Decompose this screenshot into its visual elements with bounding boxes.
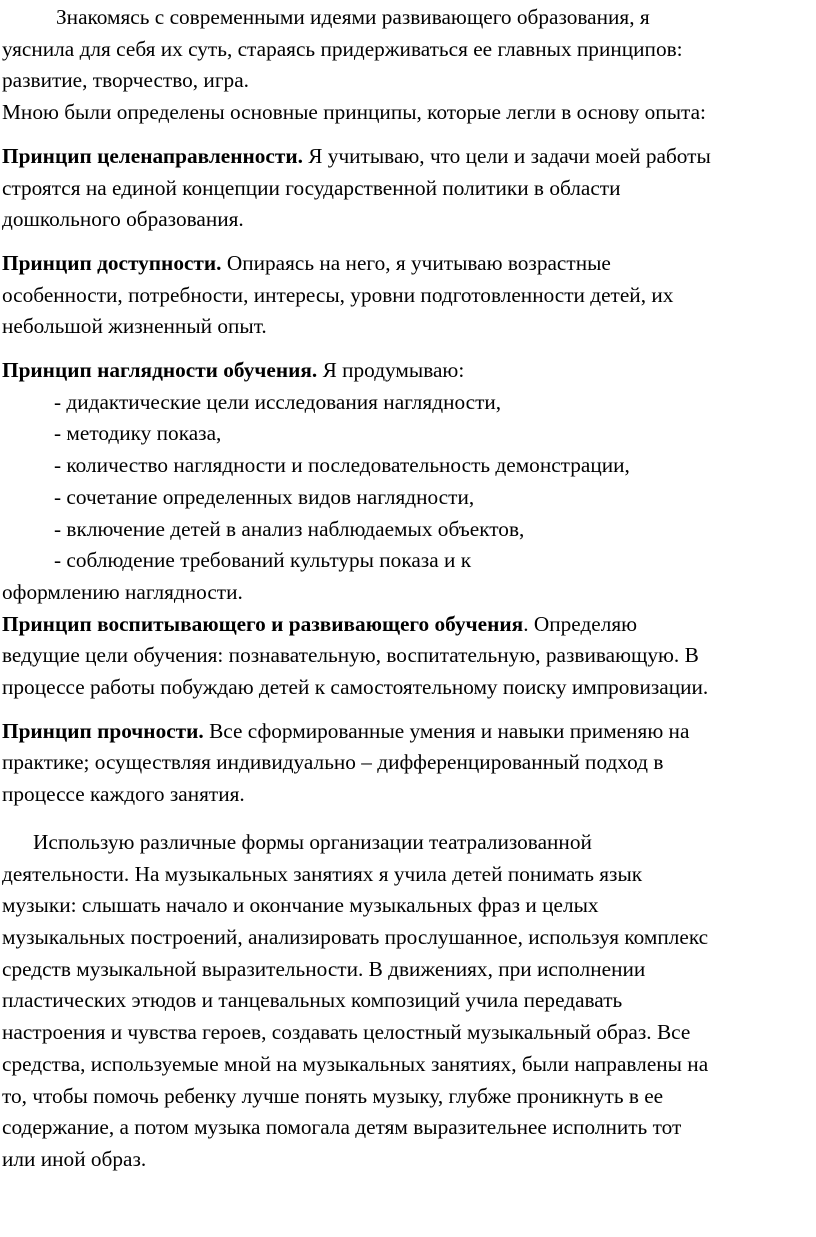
paragraph-line: Использую различные формы организации театрализованной <box>33 829 592 854</box>
principle-line <box>2 609 816 641</box>
principle-text: Опираясь на него, я учитываю возрастные <box>221 250 611 275</box>
principle-line <box>2 248 816 280</box>
list-item: - соблюдение требований культуры показа и к <box>54 548 472 573</box>
principle-line: дошкольного образования. <box>2 207 244 232</box>
principle-text: . Определяю <box>523 611 638 636</box>
list-item: - сочетание определенных видов наглядности, <box>54 484 475 509</box>
list-continuation: оформлению наглядности. <box>2 579 243 604</box>
list-item: - методику показа, <box>54 421 222 446</box>
principle-durability <box>2 716 816 811</box>
principle-list <box>2 387 816 577</box>
principle-text: Я продумываю: <box>317 358 465 383</box>
list-item: - количество наглядности и последовательность демонстрации, <box>54 453 630 478</box>
principle-line: процессе каждого занятия. <box>2 782 245 807</box>
list-item: - включение детей в анализ наблюдаемых объектов, <box>54 516 525 541</box>
principle-accessibility <box>2 248 816 343</box>
paragraph-line: музыкальных построений, анализировать прослушанное, используя комплекс <box>2 924 709 949</box>
principle-line: строятся на единой концепции государственной политики в области <box>2 175 621 200</box>
principle-visual-learning <box>2 355 816 609</box>
paragraph-line: музыки: слышать начало и окончание музыкальных фраз и целых <box>2 893 599 918</box>
intro-line: Мною были определены основные принципы, которые легли в основу опыта: <box>2 100 706 125</box>
principle-title: Принцип доступности. <box>2 250 222 275</box>
principle-title: Принцип целенаправленности. <box>2 143 303 168</box>
principle-line: небольшой жизненный опыт. <box>2 314 267 339</box>
principle-line <box>2 141 816 173</box>
principle-line: особенности, потребности, интересы, уровни подготовленности детей, их <box>2 282 674 307</box>
paragraph-line: содержание, а потом музыка помогала детям выразительнее исполнить тот <box>2 1115 682 1140</box>
intro-line: развитие, творчество, игра. <box>2 68 249 93</box>
principle-text: Все сформированные умения и навыки применяю на <box>203 718 690 743</box>
paragraph-line: настроения и чувства героев, создавать целостный музыкальный образ. Все <box>2 1020 691 1045</box>
principle-line: ведущие цели обучения: познавательную, воспитательную, развивающую. В <box>2 643 699 668</box>
paragraph-line: то, чтобы помочь ребенку лучше понять музыку, глубже проникнуть в ее <box>2 1083 664 1108</box>
intro-line: уяснила для себя их суть, стараясь придерживаться ее главных принципов: <box>2 36 683 61</box>
paragraph-line: средства, используемые мной на музыкальных занятиях, были направлены на <box>2 1051 709 1076</box>
principle-title: Принцип воспитывающего и развивающего обучения <box>2 611 524 636</box>
list-item: - дидактические цели исследования наглядности, <box>54 389 502 414</box>
principle-line: практике; осуществляя индивидуально – дифференцированный подход в <box>2 750 664 775</box>
principle-title: Принцип прочности. <box>2 718 204 743</box>
intro-paragraph <box>2 2 816 129</box>
paragraph-line: средств музыкальной выразительности. В движениях, при исполнении <box>2 956 646 981</box>
principle-purposefulness <box>2 141 816 236</box>
principle-line: процессе работы побуждаю детей к самостоятельному поиску импровизации. <box>2 675 709 700</box>
principle-educating-developing <box>2 609 816 704</box>
principle-title: Принцип наглядности обучения. <box>2 358 318 383</box>
closing-paragraph <box>2 827 816 1176</box>
principle-line <box>2 355 816 387</box>
paragraph-line: деятельности. На музыкальных занятиях я учила детей понимать язык <box>2 861 643 886</box>
paragraph-line: пластических этюдов и танцевальных композиций учила передавать <box>2 988 623 1013</box>
principle-line <box>2 716 816 748</box>
principle-text: Я учитываю, что цели и задачи моей работы <box>302 143 711 168</box>
paragraph-line: или иной образ. <box>2 1146 147 1171</box>
intro-line: Знакомясь с современными идеями развивающего образования, я <box>56 5 650 29</box>
